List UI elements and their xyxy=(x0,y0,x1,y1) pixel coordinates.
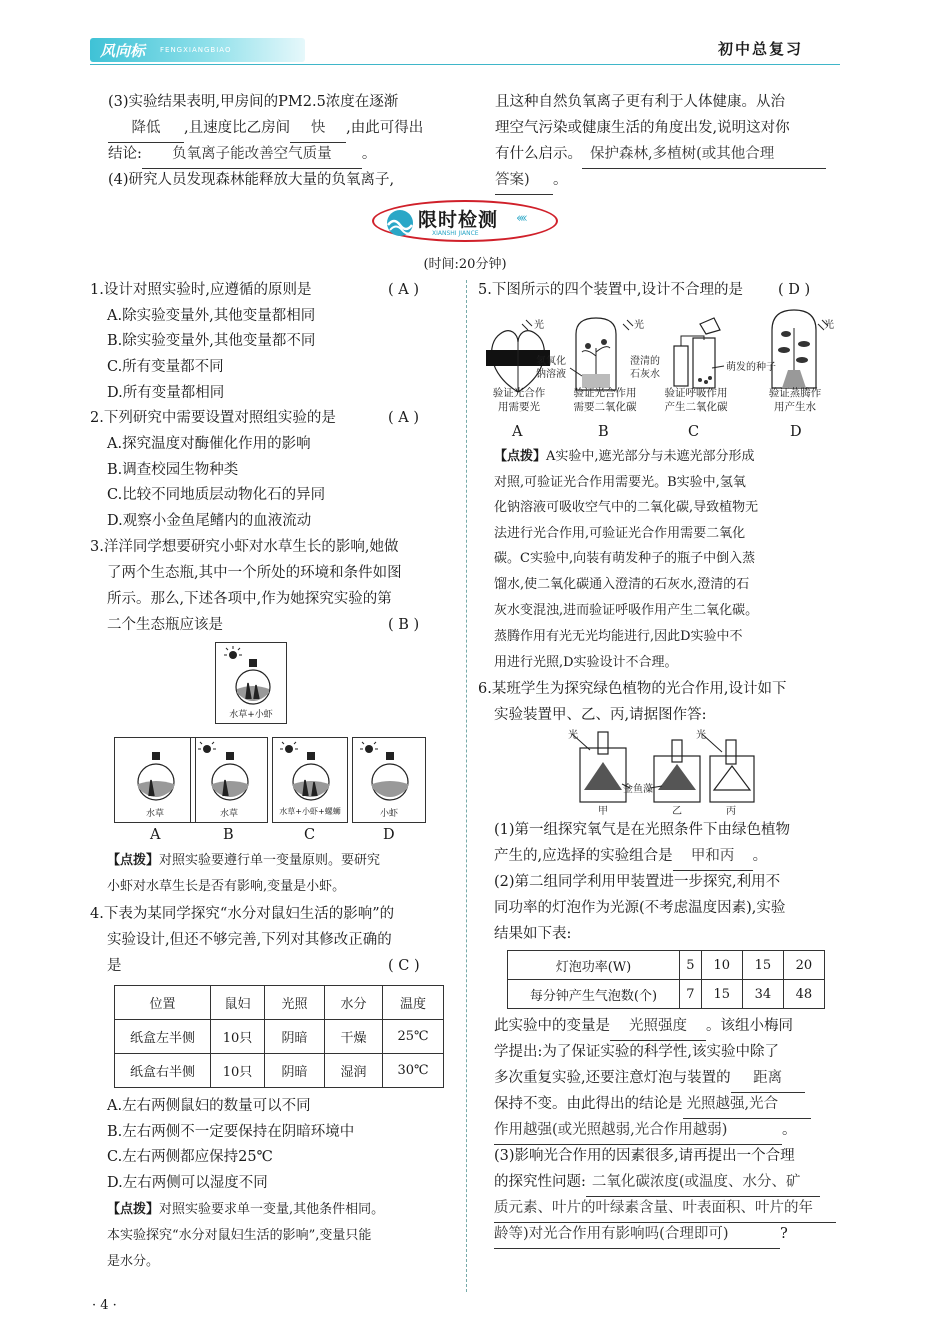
table-header-cell: 每分钟产生气泡数(个) xyxy=(508,980,680,1009)
table-cell: 湿润 xyxy=(325,1054,383,1088)
q5-tip-7: 灰水变混浊,进而验证呼吸作用产生二氧化碳。 xyxy=(494,603,759,618)
intro-right-line2: 理空气污染或健康生活的角度出发,说明这对你 xyxy=(495,120,790,136)
answer-blank: 降低 xyxy=(108,116,184,143)
q3-reference-label: 水草+小虾 xyxy=(229,710,273,720)
answer-blank: 快 xyxy=(290,116,346,143)
q4-tip-1 xyxy=(107,1197,384,1222)
time-limit: (时间:20分钟) xyxy=(423,257,507,272)
q6-stem-1: 6.某班学生为探究绿色植物的光合作用,设计如下 xyxy=(478,681,787,697)
intro-right-line3 xyxy=(495,142,826,169)
q4-table xyxy=(114,985,444,1088)
q3-answer: ( B ) xyxy=(388,617,420,633)
q3-stem-1: 3.洋洋同学想要研究小虾对水草生长的影响,她做 xyxy=(90,539,399,555)
table-row xyxy=(508,951,825,980)
table-header-cell: 鼠妇 xyxy=(211,986,265,1020)
table-cell: 48 xyxy=(783,980,824,1009)
q3-option-a-figure xyxy=(114,737,196,823)
caption-line: 验证蒸腾作 xyxy=(768,387,822,399)
q4-tip-3: 是水分。 xyxy=(107,1254,160,1269)
answer-blank: 甲和丙 xyxy=(673,844,753,871)
intro-q3-line3 xyxy=(108,142,376,169)
answer-blank: 光照越强,光合 xyxy=(683,1092,811,1119)
q3-tip-2: 小虾对水草生长是否有影响,变量是小虾。 xyxy=(107,879,346,894)
q6-part1-line2 xyxy=(494,844,767,871)
q4-stem-2: 实验设计,但还不够完善,下列对其修改正确的 xyxy=(107,932,392,948)
chevron-icon: ‹‹‹‹ xyxy=(516,211,525,226)
table-cell: 10 xyxy=(701,951,742,980)
q5-letter-b: B xyxy=(598,424,609,440)
q5-naoh-label: 氢氧化 xyxy=(536,356,566,367)
q3-letter-b: B xyxy=(223,827,234,843)
table-header-row xyxy=(115,986,444,1020)
table-cell: 30℃ xyxy=(383,1054,444,1088)
caption-line: 验证光合作 xyxy=(492,387,546,399)
q5-tip-8: 蒸腾作用有光无光均能进行,因此D实验中不 xyxy=(494,629,743,644)
q6-algae-label: 金鱼藻 xyxy=(623,784,653,795)
q6-light-label-2: 光 xyxy=(696,730,706,741)
q6-line-2: 学提出:为了保证实验的科学性,该实验中除了 xyxy=(494,1044,779,1060)
q5-caption-b xyxy=(560,386,650,414)
table-cell: 10只 xyxy=(211,1020,265,1054)
q1-option-b: B.除实验变量外,其他变量都不同 xyxy=(107,333,316,349)
text: 。 xyxy=(782,1122,797,1138)
q2-option-a: A.探究温度对酶催化作用的影响 xyxy=(107,436,311,452)
q1-answer: ( A ) xyxy=(388,282,420,298)
text: 此实验中的变量是 xyxy=(494,1018,610,1034)
text: 保持不变。由此得出的结论是 xyxy=(494,1096,683,1112)
q3-option-c-figure xyxy=(272,737,348,823)
header-logo: 风向标 xyxy=(100,42,146,60)
q6-variable-line xyxy=(494,1014,793,1041)
q5-limewater-label-2: 石灰水 xyxy=(630,369,660,380)
q5-stem: 5.下图所示的四个装置中,设计不合理的是 xyxy=(478,282,743,298)
tip-label: 【点拨】 xyxy=(494,449,547,464)
text: 。 xyxy=(553,172,568,188)
q4-option-d: D.左右两侧可以湿度不同 xyxy=(107,1175,268,1191)
q3-option-a-label: 水草 xyxy=(145,809,164,819)
q3-stem-3: 所示。那么,下述各项中,作为她探究实验的第 xyxy=(107,591,392,607)
table-row xyxy=(508,980,825,1009)
text: 。 xyxy=(361,146,377,162)
q2-option-d: D.观察小金鱼尾鳍内的血液流动 xyxy=(107,513,312,529)
q5-caption-c xyxy=(650,386,742,414)
q5-tip-1 xyxy=(494,444,755,469)
header-logo-bar xyxy=(90,38,305,62)
intro-q4-line1: (4)研究人员发现森林能释放大量的负氧离子, xyxy=(108,172,395,188)
caption-line: 产生二氧化碳 xyxy=(664,401,728,413)
q5-answer: ( D ) xyxy=(778,282,811,298)
text: 。 xyxy=(752,848,768,864)
text: 产生的,应选择的实验组合是 xyxy=(494,848,673,864)
table-cell: 纸盒左半侧 xyxy=(115,1020,211,1054)
section-banner-pinyin: XIANSHI JIANCE xyxy=(432,230,479,237)
table-header-cell: 水分 xyxy=(325,986,383,1020)
caption-line: 用产生水 xyxy=(774,401,816,413)
q6-part3-line4 xyxy=(494,1222,788,1249)
header-rule xyxy=(90,64,840,65)
text: 多次重复实验,还要注意灯泡与装置的 xyxy=(494,1070,731,1086)
q1-option-c: C.所有变量都不同 xyxy=(107,359,224,375)
table-cell: 34 xyxy=(742,980,783,1009)
q5-letter-d: D xyxy=(790,424,802,440)
q5-tip-5: 碳。C实验中,向装有萌发种子的瓶子中倒入蒸 xyxy=(494,551,756,566)
tip-label: 【点拨】 xyxy=(107,853,160,868)
intro-right-line4 xyxy=(495,168,568,195)
q5-tip-9: 用进行光照,D实验设计不合理。 xyxy=(494,655,678,670)
table-row xyxy=(115,1020,444,1054)
q5-tip-6: 馏水,使二氧化碳通入澄清的石灰水,澄清的石 xyxy=(494,577,750,592)
table-row xyxy=(115,1054,444,1088)
q6-light-label-1: 光 xyxy=(568,730,578,741)
text: ? xyxy=(780,1226,788,1242)
q5-caption-d xyxy=(752,386,838,414)
text: ,且速度比乙房间 xyxy=(184,120,291,136)
text: 对照实验要遵行单一变量原则。要研究 xyxy=(159,853,381,868)
table-cell: 15 xyxy=(701,980,742,1009)
q5-tip-3: 化钠溶液可吸收空气中的二氧化碳,导致植物无 xyxy=(494,500,759,515)
q3-letter-c: C xyxy=(304,827,316,843)
bottle-sun-illustration xyxy=(353,738,427,806)
header-section-title: 初中总复习 xyxy=(718,40,804,58)
q3-option-d-figure xyxy=(352,737,426,823)
bottle-sun-illustration xyxy=(191,738,269,806)
table-cell: 阴暗 xyxy=(265,1020,325,1054)
q5-light-label-a: 光 xyxy=(534,320,544,331)
table-cell: 7 xyxy=(680,980,702,1009)
text: ,由此可得出 xyxy=(346,120,424,136)
q4-stem-1: 4.下表为某同学探究“水分对鼠妇生活的影响”的 xyxy=(90,906,395,922)
q4-option-a: A.左右两侧鼠妇的数量可以不同 xyxy=(107,1098,311,1114)
q4-option-c: C.左右两侧都应保持25℃ xyxy=(107,1149,273,1165)
q6-part2-line1: (2)第二组同学利用甲装置进一步探究,利用不 xyxy=(494,874,781,890)
q5-caption-a xyxy=(478,386,560,414)
q1-stem: 1.设计对照实验时,应遵循的原则是 xyxy=(90,282,312,298)
q2-answer: ( A ) xyxy=(388,410,420,426)
table-cell: 阴暗 xyxy=(265,1054,325,1088)
q2-option-c: C.比较不同地质层动物化石的异同 xyxy=(107,487,326,503)
answer-blank: 保护森林,多植树(或其他合理 xyxy=(582,142,826,169)
q3-tip-1 xyxy=(107,848,380,873)
table-header-cell: 温度 xyxy=(383,986,444,1020)
bottle-illustration xyxy=(115,738,197,806)
answer-blank: 答案) xyxy=(495,168,553,195)
text: 有什么启示。 xyxy=(495,146,582,162)
q1-option-d: D.所有变量都相同 xyxy=(107,385,225,401)
intro-q3-line2 xyxy=(108,116,423,143)
q6-part3-line3 xyxy=(494,1196,836,1223)
q6-line-4 xyxy=(494,1092,811,1119)
answer-blank: 龄等)对光合作用有影响吗(合理即可) xyxy=(494,1222,780,1249)
page-number: · 4 · xyxy=(92,1298,117,1313)
q3-stem-2: 了两个生态瓶,其中一个所处的环境和条件如图 xyxy=(107,565,402,581)
q6-stem-2: 实验装置甲、乙、丙,请据图作答: xyxy=(494,707,707,723)
text: 。该组小梅同 xyxy=(706,1018,793,1034)
caption-line: 验证光合作用 xyxy=(573,387,637,399)
q6-part3-line2 xyxy=(494,1170,820,1197)
q4-tip-2: 本实验探究“水分对鼠妇生活的影响”,变量只能 xyxy=(107,1228,372,1243)
q2-option-b: B.调查校园生物种类 xyxy=(107,462,239,478)
q6-figure xyxy=(560,728,760,816)
answer-blank: 距离 xyxy=(731,1066,805,1093)
answer-blank: 质元素、叶片的叶绿素含量、叶表面积、叶片的年 xyxy=(494,1196,836,1223)
table-header-cell: 灯泡功率(W) xyxy=(508,951,680,980)
q4-stem-3: 是 xyxy=(107,958,122,974)
q3-option-c-label: 水草+小虾+螺蛳 xyxy=(279,807,341,816)
section-banner-title: 限时检测 xyxy=(418,209,499,231)
answer-blank: 作用越强(或光照越弱,光合作用越弱) xyxy=(494,1118,782,1145)
q4-option-b: B.左右两侧不一定要保持在阴暗环境中 xyxy=(107,1124,355,1140)
header-logo-pinyin: FENGXIANGBIAO xyxy=(160,46,232,54)
q4-answer: ( C ) xyxy=(388,958,420,974)
q2-stem: 2.下列研究中需要设置对照组实验的是 xyxy=(90,410,336,426)
answer-blank: 光照强度 xyxy=(610,1014,706,1041)
text: 对照实验要求单一变量,其他条件相同。 xyxy=(159,1202,385,1217)
q6-part2-line2: 同功率的灯泡作为光源(不考虑温度因素),实验 xyxy=(494,900,786,916)
q5-limewater-label: 澄清的 xyxy=(630,356,660,367)
table-cell: 10只 xyxy=(211,1054,265,1088)
q5-letter-c: C xyxy=(688,424,700,440)
q5-tip-4: 法进行光合作用,可验证光合作用需要二氧化 xyxy=(494,526,746,541)
q6-part3-line1: (3)影响光合作用的因素很多,请再提出一个合理 xyxy=(494,1148,795,1164)
text: 的探究性问题: xyxy=(494,1174,586,1190)
q3-letter-a: A xyxy=(150,827,161,843)
q5-tip-2: 对照,可验证光合作用需要光。B实验中,氢氧 xyxy=(494,475,746,490)
table-cell: 25℃ xyxy=(383,1020,444,1054)
q6-table xyxy=(507,950,825,1009)
tip-label: 【点拨】 xyxy=(107,1202,160,1217)
q3-option-b-label: 水草 xyxy=(219,809,238,819)
q1-option-a: A.除实验变量外,其他变量都相同 xyxy=(107,308,316,324)
q3-option-d-label: 小虾 xyxy=(379,809,398,819)
q6-part1-line1: (1)第一组探究氧气是在光照条件下由绿色植物 xyxy=(494,822,791,838)
intro-q3-line1: (3)实验结果表明,甲房间的PM2.5浓度在逐渐 xyxy=(108,94,399,110)
intro-right-line1: 且这种自然负氧离子更有利于人体健康。从治 xyxy=(495,94,785,110)
answer-blank: 二氧化碳浓度(或温度、水分、矿 xyxy=(586,1170,820,1197)
q6-line-5 xyxy=(494,1118,797,1145)
q3-option-b-figure xyxy=(190,737,268,823)
table-cell: 5 xyxy=(680,951,702,980)
q6-label-yi: 乙 xyxy=(672,806,682,816)
section-banner xyxy=(372,200,558,242)
table-header-cell: 位置 xyxy=(115,986,211,1020)
q5-seeds-label: 萌发的种子 xyxy=(726,362,776,373)
caption-line: 用需要光 xyxy=(498,401,540,413)
bottle-sun-illustration xyxy=(273,738,349,806)
q6-part2-line3: 结果如下表: xyxy=(494,926,572,942)
q6-label-jia: 甲 xyxy=(598,806,608,816)
bottle-sun-illustration xyxy=(216,643,288,709)
table-cell: 20 xyxy=(783,951,824,980)
caption-line: 需要二氧化碳 xyxy=(573,401,637,413)
answer-blank: 负氧离子能改善空气质量 xyxy=(142,142,362,169)
wave-icon xyxy=(382,207,422,237)
q5-light-label-d: 光 xyxy=(824,320,834,331)
q3-reference-bottle xyxy=(215,642,287,724)
table-cell: 纸盒右半侧 xyxy=(115,1054,211,1088)
q6-line-3 xyxy=(494,1066,805,1093)
q3-stem-4: 二个生态瓶应该是 xyxy=(107,617,223,633)
text: A实验中,遮光部分与未遮光部分形成 xyxy=(546,449,755,464)
q5-letter-a: A xyxy=(512,424,523,440)
table-cell: 干燥 xyxy=(325,1020,383,1054)
text: 结论: xyxy=(108,146,142,162)
caption-line: 验证呼吸作用 xyxy=(664,387,728,399)
table-header-cell: 光照 xyxy=(265,986,325,1020)
q5-naoh-label-2: 钠溶液 xyxy=(536,369,566,380)
q5-light-label-b: 光 xyxy=(634,320,644,331)
q3-letter-d: D xyxy=(383,827,395,843)
column-divider xyxy=(466,280,467,1292)
q6-label-bing: 丙 xyxy=(726,806,736,816)
table-cell: 15 xyxy=(742,951,783,980)
